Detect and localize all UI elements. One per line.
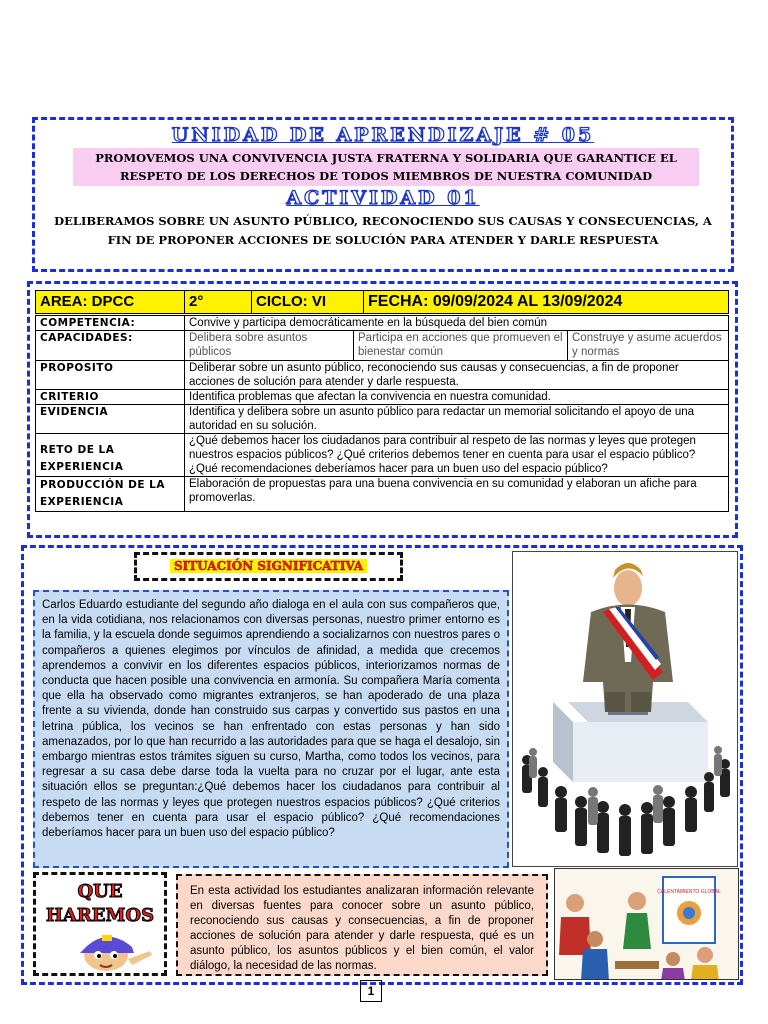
table-row	[36, 405, 729, 434]
citizen-illustration	[512, 551, 738, 867]
table-row	[36, 390, 729, 405]
reto-value: ¿Qué debemos hacer los ciudadanos para contribuir al respeto de las normas y leyes que protegen nuestros espacios públicos? ¿Qué criterios debemos tener en cuenta para usar el espacio público? ¿Qué recomendaciones deberíamos hacer para un buen uso del espacio público?	[185, 434, 729, 477]
situation-box	[21, 545, 743, 985]
activity-text: En esta actividad los estudiantes analizaran información relevante en diversas fuentes para conocer sobre un asunto público, reconociendo sus causas y consecuencias, a fin de proponer acciones de solución para atender y darle respuesta, qué es un asunto público, los asuntos públicos y el bien común, el valor diálogo, la necesidad de las normas.	[176, 874, 548, 976]
fecha-cell: FECHA: 09/09/2024 AL 13/09/2024	[364, 291, 729, 314]
capacidad-3: Construye y asume acuerdos y normas	[568, 331, 729, 361]
unit-subtitle: PROMOVEMOS UNA CONVIVENCIA JUSTA FRATERNA Y SOLIDARIA QUE GARANTICE EL RESPETO DE LOS DERECHOS DE TODOS MIEMBROS DE NUESTRA COMUNIDAD	[73, 148, 699, 186]
que-haremos-line1: QUE	[77, 881, 123, 902]
info-header-row	[36, 291, 729, 314]
table-row	[36, 434, 729, 477]
table-row	[36, 331, 729, 361]
area-cell: AREA: DPCC	[36, 291, 185, 314]
capacidades-label: CAPACIDADES:	[36, 331, 185, 361]
activity-description: DELIBERAMOS SOBRE UN ASUNTO PÚBLICO, RECONOCIENDO SUS CAUSAS Y CONSECUENCIAS, A FIN DE PROPONER ACCIONES DE SOLUCIÓN PARA ATENDER Y DARLE RESPUESTA	[54, 214, 712, 247]
table-row	[36, 316, 729, 331]
que-haremos-box	[33, 872, 167, 976]
proposito-label: PROPOSITO	[36, 361, 185, 390]
capacidad-2: Participa en acciones que promueven el bienestar común	[354, 331, 568, 361]
header-box	[32, 117, 734, 272]
criterio-value: Identifica problemas que afectan la convivencia en nuestra comunidad.	[185, 390, 729, 405]
classroom-illustration	[554, 868, 739, 980]
classroom-image	[555, 869, 739, 980]
evidencia-value: Identifica y delibera sobre un asunto público para redactar un memorial solicitando el apoyo de una autoridad en su solución.	[185, 405, 729, 434]
criterio-label: CRITERIO	[36, 390, 185, 405]
info-table	[35, 290, 729, 314]
poster-text: CALENTAMIENTO GLOBAL	[657, 889, 721, 895]
info-table-box	[27, 281, 738, 538]
competencia-label: COMPETENCIA:	[36, 316, 185, 331]
capacidad-1: Delibera sobre asuntos públicos	[185, 331, 354, 361]
produccion-value: Elaboración de propuestas para una buena convivencia en su comunidad y elaboran un afiche para promoverlas.	[185, 477, 729, 512]
unit-title: UNIDAD DE APRENDIZAJE # 05	[171, 124, 595, 146]
proposito-value: Deliberar sobre un asunto público, reconociendo sus causas y consecuencias, a fin de proponer acciones de solución para atender y darle respuesta.	[185, 361, 729, 390]
table-row	[36, 361, 729, 390]
citizen-illustration-image	[513, 552, 738, 867]
que-haremos-line2: HAREMOS	[45, 905, 155, 926]
competencia-value: Convive y participa democráticamente en la búsqueda del bien común	[185, 316, 729, 331]
page-number: 1	[360, 980, 382, 1002]
activity-title: ACTIVIDAD 01	[286, 187, 480, 209]
situation-text: Carlos Eduardo estudiante del segundo año dialoga en el aula con sus compañeros que, en la vida cotidiana, nos relacionamos con diversas personas, nuestro primer entorno es la familia, y la escuela donde seguimos aprendiendo a socializarnos con nuestros pares o compañeros a quienes elegimos por vínculos de afinidad, a medida que crecemos aprendemos a convivir en los diferentes espacios públicos, interiorizamos normas de conducta que hacen posible una convivencia en armonía. Su compañera María comenta que ella ha observado como migrantes extranjeros, se han apoderado de una plaza frente a su vivienda, donde han construido sus carpas y convertido sus pastos en una letrina pública, los vecinos se han enfrentado con estas personas y han sido amenazados, por lo que han recurrido a las autoridades para que se haga el desalojo, sin embargo mientras estos trámites siguen su curso, Martha, como todos los vecinos, para regresar a su casa debe darse toda la vuelta para no cruzar por el lugar, ante esta situación ellos se preguntan:¿Qué debemos hacer los ciudadanos para contribuir al respeto de las normas y leyes que protegen nuestros espacios públicos? ¿Qué criterios debemos tener en cuenta para usar el espacio público? ¿Qué recomendaciones deberíamos hacer para un buen uso del espacio público?	[33, 590, 509, 868]
produccion-label: PRODUCCIÓN DE LA EXPERIENCIA	[36, 477, 185, 512]
reto-label: RETO DE LA EXPERIENCIA	[36, 434, 185, 477]
info-body-table	[35, 315, 729, 512]
grade-cell: 2°	[185, 291, 252, 314]
situation-title: SITUACIÓN SIGNIFICATIVA	[170, 559, 367, 573]
situation-title-box	[134, 552, 403, 581]
thinking-kid-icon	[58, 925, 158, 973]
ciclo-cell: CICLO: VI	[252, 291, 364, 314]
evidencia-label: EVIDENCIA	[36, 405, 185, 434]
table-row	[36, 477, 729, 512]
